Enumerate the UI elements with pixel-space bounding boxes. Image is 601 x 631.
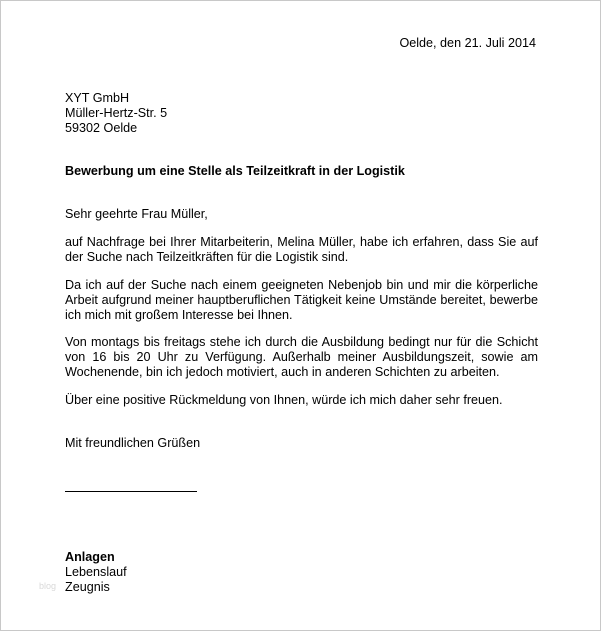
paragraph-line: Über eine positive Rückmeldung von Ihnen, würde ich mich daher sehr freuen. bbox=[65, 393, 503, 407]
letter-salutation: Sehr geehrte Frau Müller, bbox=[65, 207, 208, 221]
attachment-item: Lebenslauf bbox=[65, 565, 127, 579]
body-paragraph-4 bbox=[65, 393, 538, 408]
paragraph-line: ich mich mit großem Interesse bei Ihnen. bbox=[65, 308, 293, 322]
recipient-city: 59302 Oelde bbox=[65, 121, 138, 135]
attachments-list bbox=[65, 565, 127, 595]
paragraph-line: Von montags bis freitags stehe ich durch die Ausbildung bedingt nur für die Schicht bbox=[65, 335, 538, 349]
attachment-item: Zeugnis bbox=[65, 580, 110, 594]
paragraph-line: auf Nachfrage bei Ihrer Mitarbeiterin, Melina Müller, habe ich erfahren, dass Sie auf bbox=[65, 235, 538, 249]
letter-date: Oelde, den 21. Juli 2014 bbox=[399, 36, 536, 50]
paragraph-line: von 16 bis 20 Uhr zu Verfügung. Außerhalb meiner Ausbildungszeit, sowie am bbox=[65, 350, 538, 364]
paragraph-line: der Suche nach Teilzeitkräften für die Logistik sind. bbox=[65, 250, 349, 264]
body-paragraph-2 bbox=[65, 278, 538, 323]
recipient-street: Müller-Hertz-Str. 5 bbox=[65, 106, 168, 120]
paragraph-line: Da ich auf der Suche nach einem geeigneten Nebenjob bin und mir die körperliche bbox=[65, 278, 538, 292]
letter-closing: Mit freundlichen Grüßen bbox=[65, 436, 201, 450]
letter-subject: Bewerbung um eine Stelle als Teilzeitkraft in der Logistik bbox=[65, 164, 405, 178]
watermark-text: blog bbox=[39, 581, 57, 591]
recipient-company: XYT GmbH bbox=[65, 91, 130, 105]
body-paragraph-3 bbox=[65, 335, 538, 380]
paragraph-line: Wochenende, bin ich jedoch motiviert, auch in anderen Schichten zu arbeiten. bbox=[65, 365, 500, 379]
recipient-address bbox=[65, 91, 167, 136]
paragraph-line: Arbeit aufgrund meiner hauptberuflichen Tätigkeit keine Umstände bereitet, bewerbe bbox=[65, 293, 538, 307]
body-paragraph-1 bbox=[65, 235, 538, 265]
signature-line bbox=[65, 491, 197, 492]
attachments-heading: Anlagen bbox=[65, 550, 115, 564]
